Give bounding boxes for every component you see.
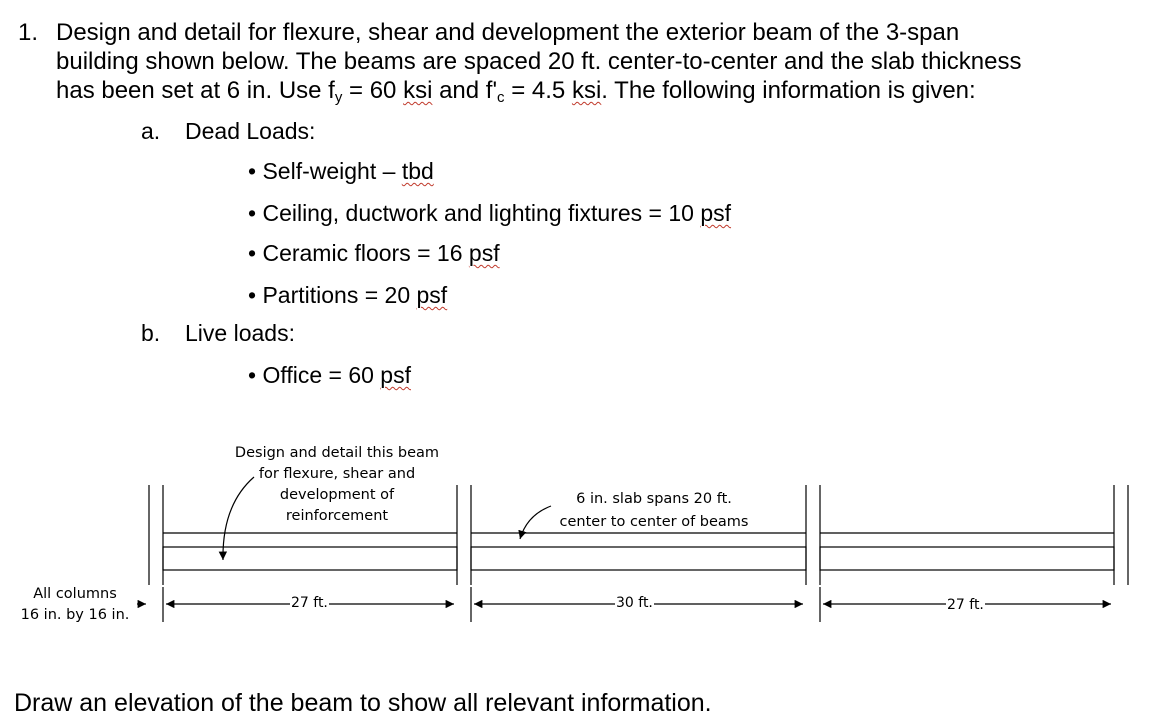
list-item-unit: psf xyxy=(468,240,500,266)
slab-note xyxy=(544,488,764,534)
problem-line-3-end: . The following information is given: xyxy=(601,77,976,104)
span-2-dimension: 30 ft. xyxy=(616,595,653,611)
list-item-text: Self-weight – xyxy=(262,158,402,184)
column-note xyxy=(12,584,138,626)
exterior-beam-1 xyxy=(163,547,457,570)
beam-note-line: reinforcement xyxy=(285,508,389,524)
list-item-unit: psf xyxy=(700,200,732,226)
fy-value: = 60 xyxy=(342,77,404,104)
list-item-text: Ceramic floors = 16 xyxy=(262,240,469,266)
exterior-beam-2 xyxy=(471,547,806,570)
beam-note-line: for flexure, shear and xyxy=(258,466,416,482)
column-note-line: 16 in. by 16 in. xyxy=(20,607,130,623)
fc-value: = 4.5 xyxy=(504,77,572,104)
bullet: • xyxy=(248,282,257,308)
span-3-dimension: 27 ft. xyxy=(947,597,984,613)
fy-symbol: f xyxy=(328,77,335,104)
dead-loads-title: Dead Loads: xyxy=(185,118,316,144)
bullet: • xyxy=(248,240,257,266)
fc-symbol: f' xyxy=(485,77,498,104)
problem-line-1: Design and detail for flexure, shear and development the exterior beam of the 3-span xyxy=(56,19,960,46)
span-1-dimension: 27 ft. xyxy=(291,595,328,611)
problem-line-2: building shown below. The beams are spaced 20 ft. center-to-center and the slab thickness xyxy=(56,48,1022,75)
dead-loads-label: a. xyxy=(141,118,161,144)
list-item-text: Ceiling, ductwork and lighting fixtures = 10 xyxy=(262,200,701,226)
bullet: • xyxy=(248,362,257,388)
list-item-text: Office = 60 xyxy=(262,362,381,388)
slab-note-line: center to center of beams xyxy=(559,514,749,530)
list-item-unit: tbd xyxy=(401,158,434,184)
live-loads-title: Live loads: xyxy=(185,320,295,346)
slab-note-line: 6 in. slab spans 20 ft. xyxy=(576,491,732,507)
list-item-unit: psf xyxy=(416,282,448,308)
problem-number: 1. xyxy=(18,19,39,46)
beam-note xyxy=(227,443,447,527)
ksi-unit: ksi xyxy=(571,77,602,104)
and-text: and xyxy=(432,77,486,104)
instruction-text: Draw an elevation of the beam to show all relevant information. xyxy=(14,689,712,717)
list-item-text: Partitions = 20 xyxy=(262,282,417,308)
ksi-unit: ksi xyxy=(403,77,433,104)
bullet: • xyxy=(248,158,257,184)
beam-note-line: Design and detail this beam xyxy=(234,445,440,461)
bullet: • xyxy=(248,200,257,226)
exterior-beam-3 xyxy=(820,547,1114,570)
fy-subscript: y xyxy=(334,89,343,106)
beam-note-line: development of xyxy=(279,487,395,503)
column-note-line: All columns xyxy=(33,586,117,602)
list-item-unit: psf xyxy=(380,362,411,388)
problem-line-3-start: has been set at 6 in. Use xyxy=(56,77,329,104)
fc-subscript: c xyxy=(497,89,505,106)
live-loads-label: b. xyxy=(141,320,161,346)
